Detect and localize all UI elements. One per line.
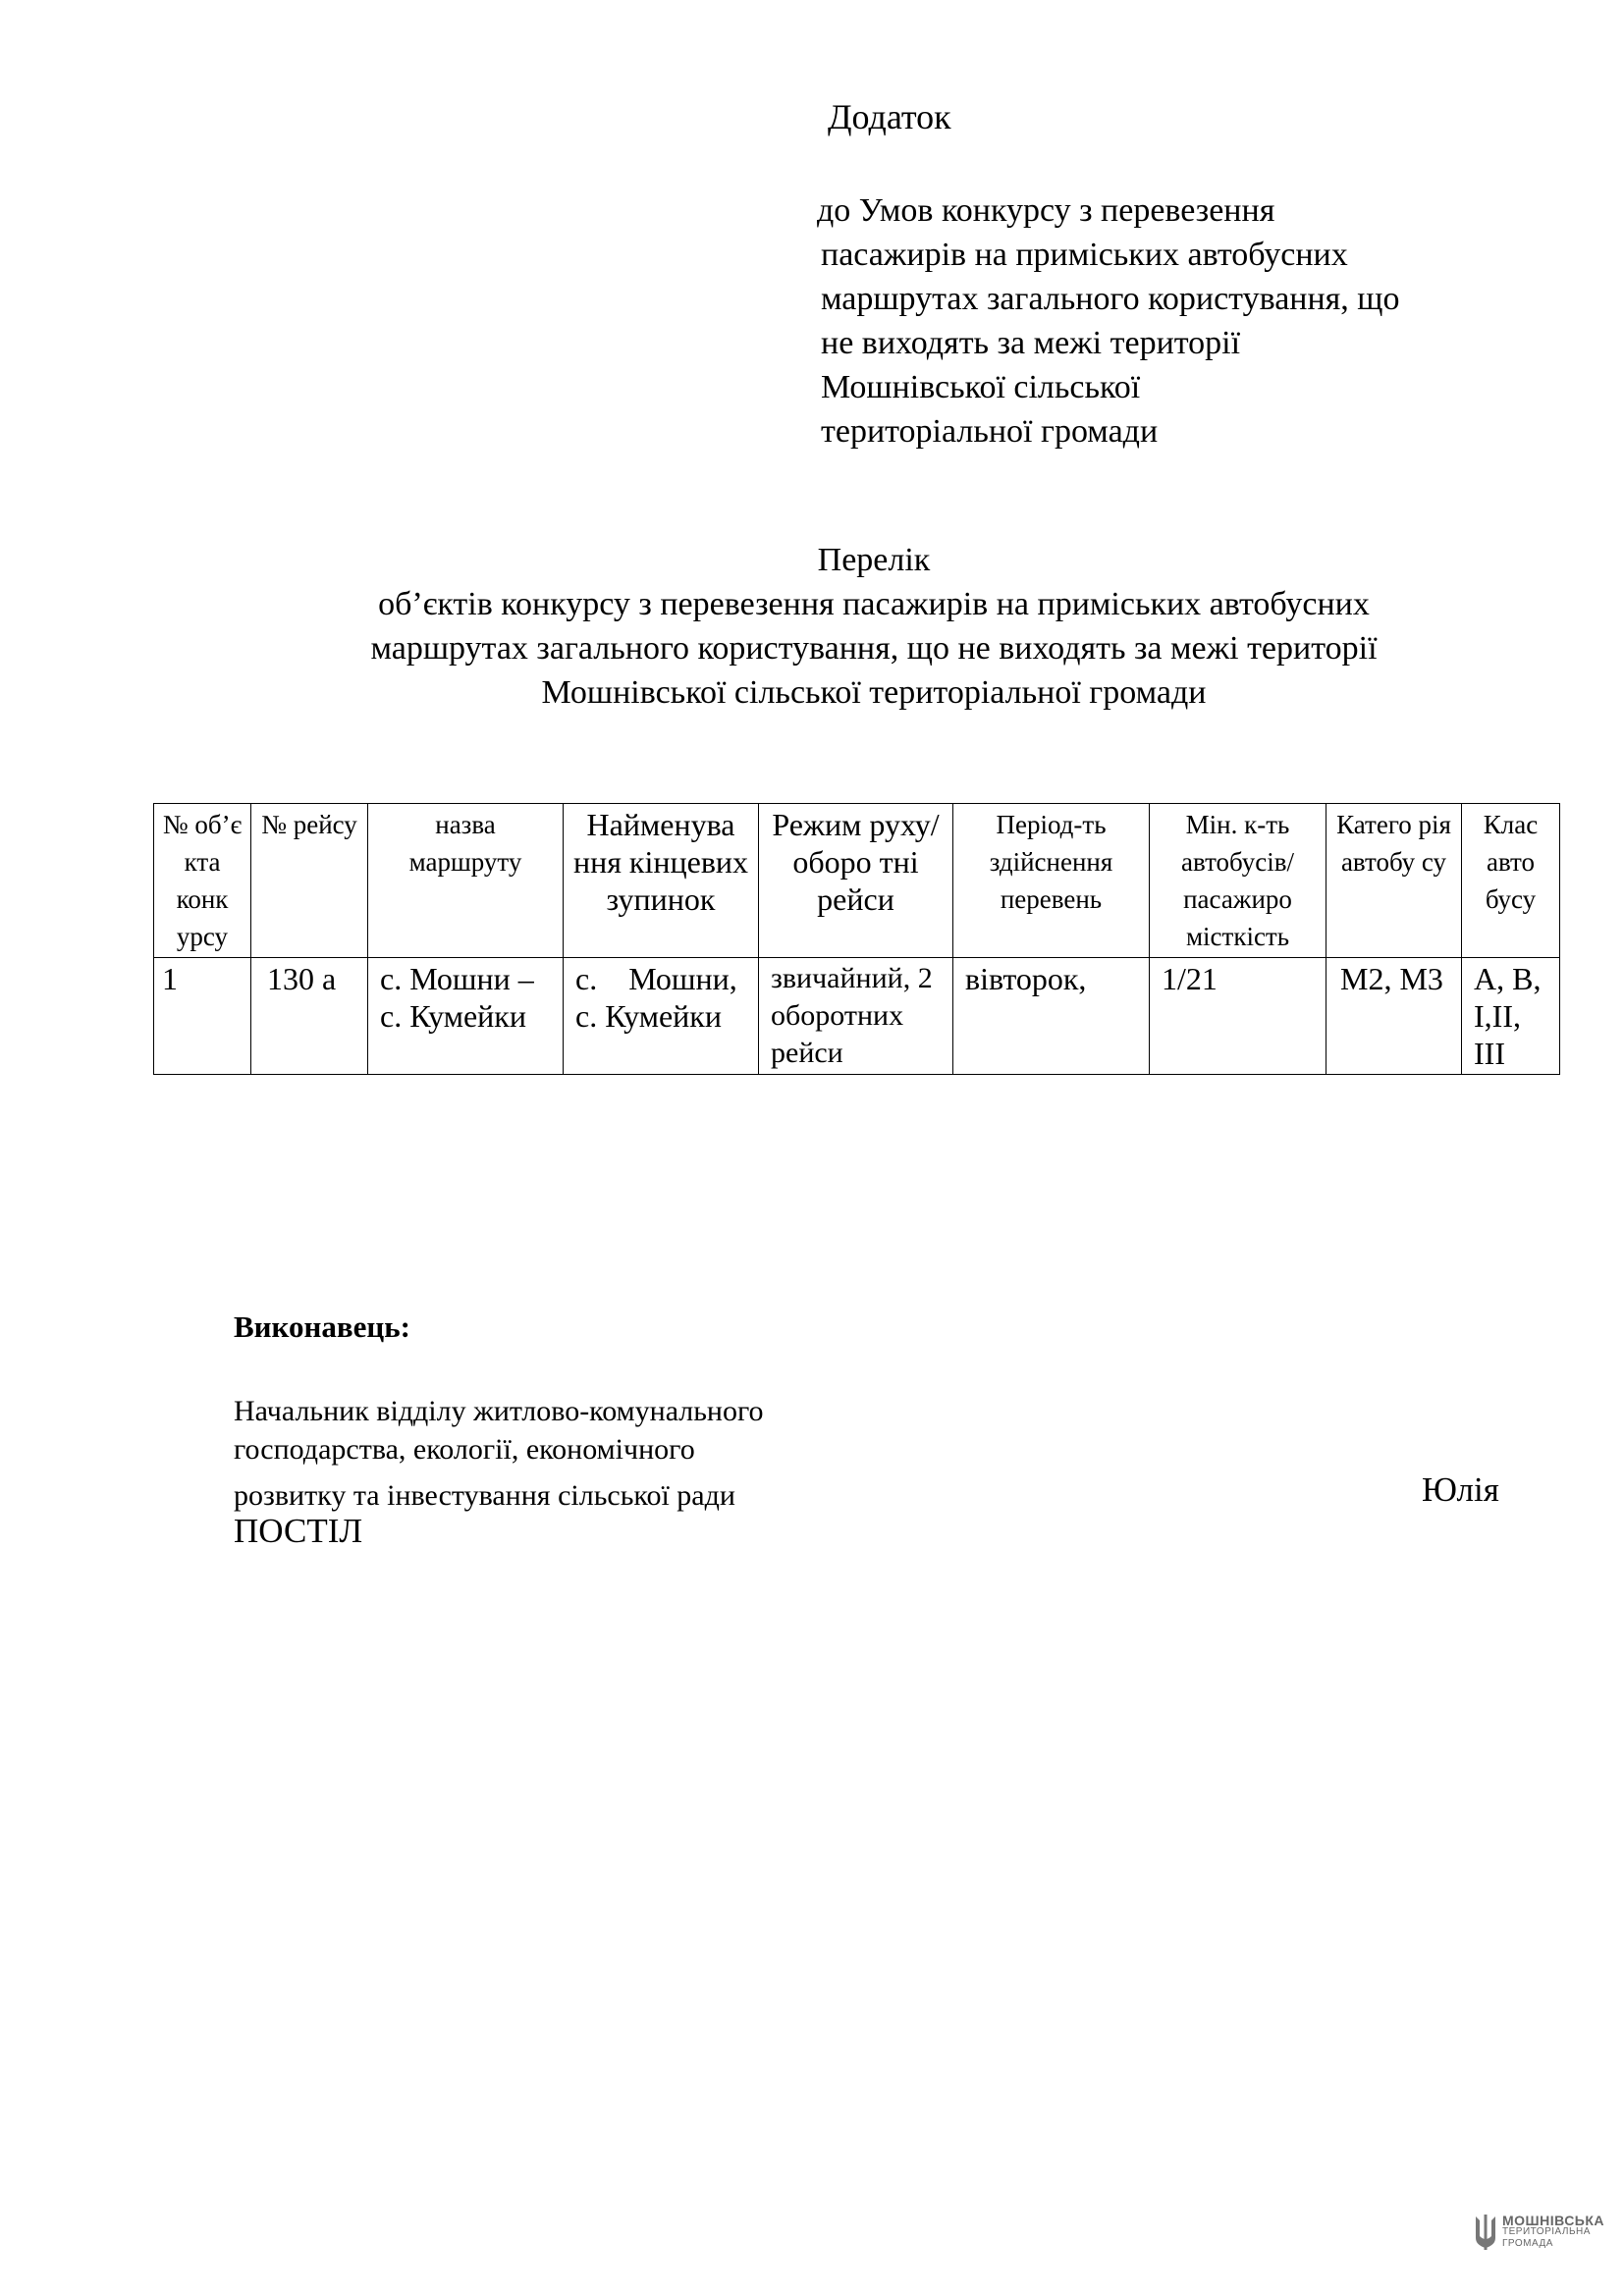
addendum-line: Мошнівської сільської bbox=[821, 369, 1141, 405]
header-route-name: назва маршруту bbox=[368, 804, 564, 958]
header-periodicity: Період-ть здійснення перевень bbox=[953, 804, 1150, 958]
logo-line: ГРОМАДА bbox=[1502, 2238, 1553, 2249]
cell-periodicity: вівторок, bbox=[953, 958, 1150, 1075]
executor-line: Начальник відділу житлово-комунального bbox=[234, 1395, 764, 1427]
header-route-no: № рейсу bbox=[251, 804, 368, 958]
addendum-text bbox=[817, 188, 1400, 454]
cell-mode: звичайний, 2 оборотних рейси bbox=[759, 958, 953, 1075]
header-mode: Режим руху/оборо тні рейси bbox=[759, 804, 953, 958]
addendum-line: пасажирів на приміських автобусних bbox=[821, 237, 1348, 273]
addendum-title: Додаток bbox=[828, 97, 951, 136]
community-logo bbox=[1473, 2213, 1604, 2252]
cell-bus-class: A, B, I,II, III bbox=[1462, 958, 1560, 1075]
addendum-line: до Умов конкурсу з перевезення bbox=[817, 192, 1275, 229]
list-heading-title: Перелік bbox=[817, 542, 931, 578]
header-min-buses: Мін. к-ть автобусів/ пасажиро місткість bbox=[1150, 804, 1326, 958]
cell-min-buses: 1/21 bbox=[1150, 958, 1326, 1075]
executor-line: розвитку та інвестування сільської ради bbox=[234, 1479, 735, 1512]
table-row bbox=[154, 958, 1560, 1075]
header-object-no: № об’є кта конк урсу bbox=[154, 804, 251, 958]
executor-position bbox=[234, 1392, 764, 1515]
executor-line: господарства, екології, економічного bbox=[234, 1433, 695, 1466]
logo-line: МОШНІВСЬКА bbox=[1502, 2213, 1605, 2228]
cell-route-no: 130 а bbox=[251, 958, 368, 1075]
cell-terminal-stops: с. Мошни, с. Кумейки bbox=[564, 958, 759, 1075]
list-heading-line: об’єктів конкурсу з перевезення пасажирів на приміських автобусних bbox=[378, 586, 1370, 622]
list-heading-line: Мошнівської сільської територіальної громади bbox=[541, 674, 1207, 711]
header-bus-class: Клас авто бусу bbox=[1462, 804, 1560, 958]
executor-title: Виконавець: bbox=[234, 1309, 410, 1344]
table-header-row bbox=[154, 804, 1560, 958]
header-terminal-stops: Найменува ння кінцевих зупинок bbox=[564, 804, 759, 958]
addendum-line: територіальної громади bbox=[821, 413, 1159, 450]
executor-first-name: Юлія bbox=[1422, 1470, 1499, 1509]
executor-last-name: ПОСТІЛ bbox=[234, 1512, 363, 1550]
objects-table bbox=[153, 803, 1560, 1075]
logo-line: ТЕРИТОРІАЛЬНА bbox=[1502, 2226, 1591, 2237]
header-category: Катего рія автобу су bbox=[1326, 804, 1462, 958]
cell-route-name: с. Мошни – с. Кумейки bbox=[368, 958, 564, 1075]
cell-object-no: 1 bbox=[154, 958, 251, 1075]
cell-category: М2, М3 bbox=[1326, 958, 1462, 1075]
list-heading-line: маршрутах загального користування, що не виходять за межі території bbox=[370, 630, 1378, 667]
addendum-line: не виходять за межі території bbox=[821, 325, 1241, 361]
logo-text bbox=[1502, 2215, 1604, 2250]
trident-icon bbox=[1473, 2213, 1498, 2252]
list-heading bbox=[147, 538, 1600, 715]
addendum-line: маршрутах загального користування, що bbox=[821, 281, 1400, 317]
